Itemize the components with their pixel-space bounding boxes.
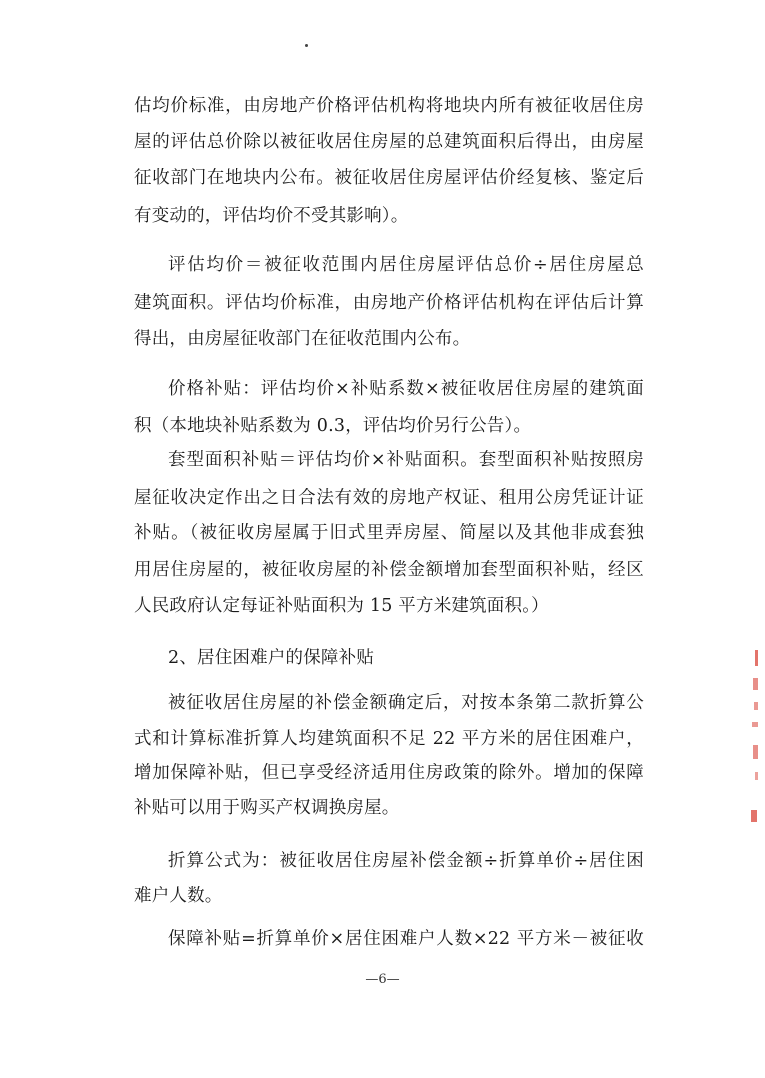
paragraph-line: 有变动的，评估均价不受其影响）。: [134, 206, 409, 226]
paragraph-line: 用居住房屋的，被征收房屋的补偿金额增加套型面积补贴，经区: [134, 560, 644, 580]
paragraph-line: 补贴可以用于购买产权调换房屋。: [134, 798, 400, 818]
paragraph-line: 式和计算标准折算人均建筑面积不足 22 平方米的居住困难户，: [134, 729, 644, 749]
paragraph-line: 增加保障补贴，但已享受经济适用住房政策的除外。增加的保障: [134, 763, 644, 783]
paragraph-line: 保障补贴=折算单价×居住困难户人数×22 平方米－被征收: [168, 929, 644, 949]
paragraph-line: 价格补贴：评估均价×补贴系数×被征收居住房屋的建筑面: [168, 379, 644, 399]
paragraph-line: 难户人数。: [134, 886, 223, 906]
paragraph-line: 评估均价＝被征收范围内居住房屋评估总价÷居住房屋总: [168, 255, 644, 275]
paragraph-line: 人民政府认定每证补贴面积为 15 平方米建筑面积。）: [134, 596, 549, 616]
section-heading: 2、居住困难户的保障补贴: [168, 648, 375, 668]
paragraph-line: 套型面积补贴＝评估均价×补贴面积。套型面积补贴按照房: [168, 450, 644, 470]
page-number: —6—: [365, 972, 400, 987]
paragraph-line: 屋征收决定作出之日合法有效的房地产权证、租用公房凭证计证: [134, 488, 644, 508]
paragraph-line: 折算公式为：被征收居住房屋补偿金额÷折算单价÷居住困: [168, 851, 644, 871]
paragraph-line: 征收部门在地块内公布。被征收居住房屋评估价经复核、鉴定后: [134, 168, 644, 188]
paragraph-line: 估均价标准，由房地产价格评估机构将地块内所有被征收居住房: [134, 96, 644, 116]
paragraph-line: 补贴。（被征收房屋属于旧式里弄房屋、简屋以及其他非成套独: [134, 523, 644, 543]
paragraph-line: 得出，由房屋征收部门在征收范围内公布。: [134, 329, 471, 349]
paragraph-line: 建筑面积。评估均价标准，由房地产价格评估机构在评估后计算: [134, 293, 644, 313]
paragraph-line: 被征收居住房屋的补偿金额确定后，对按本条第二款折算公: [168, 693, 644, 713]
paragraph-line: 积（本地块补贴系数为 0.3，评估均价另行公告）。: [134, 416, 532, 436]
paragraph-line: 屋的评估总价除以被征收居住房屋的总建筑面积后得出，由房屋: [134, 132, 644, 152]
scan-speck: [305, 44, 308, 47]
red-stamp-edge: [748, 650, 760, 830]
